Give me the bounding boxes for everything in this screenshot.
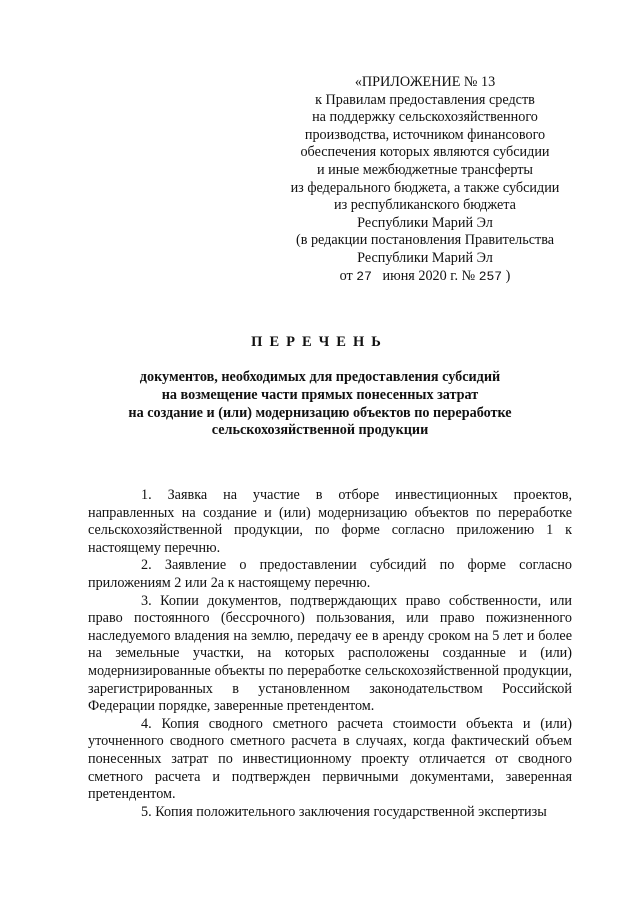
appendix-date-line (255, 268, 595, 286)
appendix-line: из республиканского бюджета (334, 197, 516, 214)
document-title: ПЕРЕЧЕНЬ (251, 334, 388, 350)
date-day: 27 (356, 268, 372, 284)
subtitle-line: сельскохозяйственной продукции (211, 422, 429, 439)
list-item: 4. Копия сводного сметного расчета стоимости объекта и (или) уточненного сводного сметного расчета в случаях, когда фактический объем понесенных затрат по инвестиционному проекту отличается от сводного сметного расчета и подтвержден первичными документами, заверенная претендентом. (88, 715, 572, 803)
date-middle: июня 2020 г. № (382, 267, 476, 284)
date-suffix: ) (505, 267, 511, 284)
resolution-number: 257 (478, 268, 503, 284)
appendix-line: и иные межбюджетные трансферты (317, 161, 533, 178)
appendix-line: на поддержку сельскохозяйственного (312, 109, 538, 126)
list-item: 2. Заявление о предоставлении субсидий по форме согласно приложениям 2 или 2а к настоящему перечню. (88, 557, 572, 591)
appendix-line: Республики Марий Эл (357, 249, 493, 266)
subtitle-line: на создание и (или) модернизацию объектов по переработке (128, 404, 512, 421)
list-item: 3. Копии документов, подтверждающих право собственности, или право постоянного (бессрочного) пользования, или право пожизненного наследуемого владения на землю, передачу ее в аренду сроком на 5 лет и более на земельные участки, на которых расположены созданные и (или) модернизированные объекты по переработке сельскохозяйственной продукции, зарегистрированных в установленном законодательством Российской Федерации порядке, заверенные претендентом. (88, 592, 572, 715)
subtitle-line: на возмещение части прямых понесенных затрат (161, 386, 479, 403)
list-item: 5. Копия положительного заключения государственной экспертизы (141, 803, 547, 820)
subtitle-line: документов, необходимых для предоставления субсидий (139, 369, 501, 385)
appendix-line: из федерального бюджета, а также субсидии (290, 179, 560, 196)
document-subtitle (100, 369, 540, 440)
appendix-line: обеспечения которых являются субсидии (300, 144, 550, 161)
appendix-line: «ПРИЛОЖЕНИЕ № 13 (354, 74, 496, 90)
list-item: 1. Заявка на участие в отборе инвестиционных проектов, направленных на создание и (или) модернизацию объектов по переработке сельскохозяйственной продукции, по форме согласно приложению 1 к настоящему перечню. (88, 487, 572, 556)
document-body (88, 487, 572, 821)
appendix-line: Республики Марий Эл (357, 214, 493, 231)
appendix-line: к Правилам предоставления средств (315, 91, 535, 108)
appendix-line: производства, источником финансового (304, 126, 546, 143)
appendix-header (255, 74, 595, 285)
appendix-line: (в редакции постановления Правительства (295, 232, 555, 249)
date-prefix: от (339, 267, 353, 284)
